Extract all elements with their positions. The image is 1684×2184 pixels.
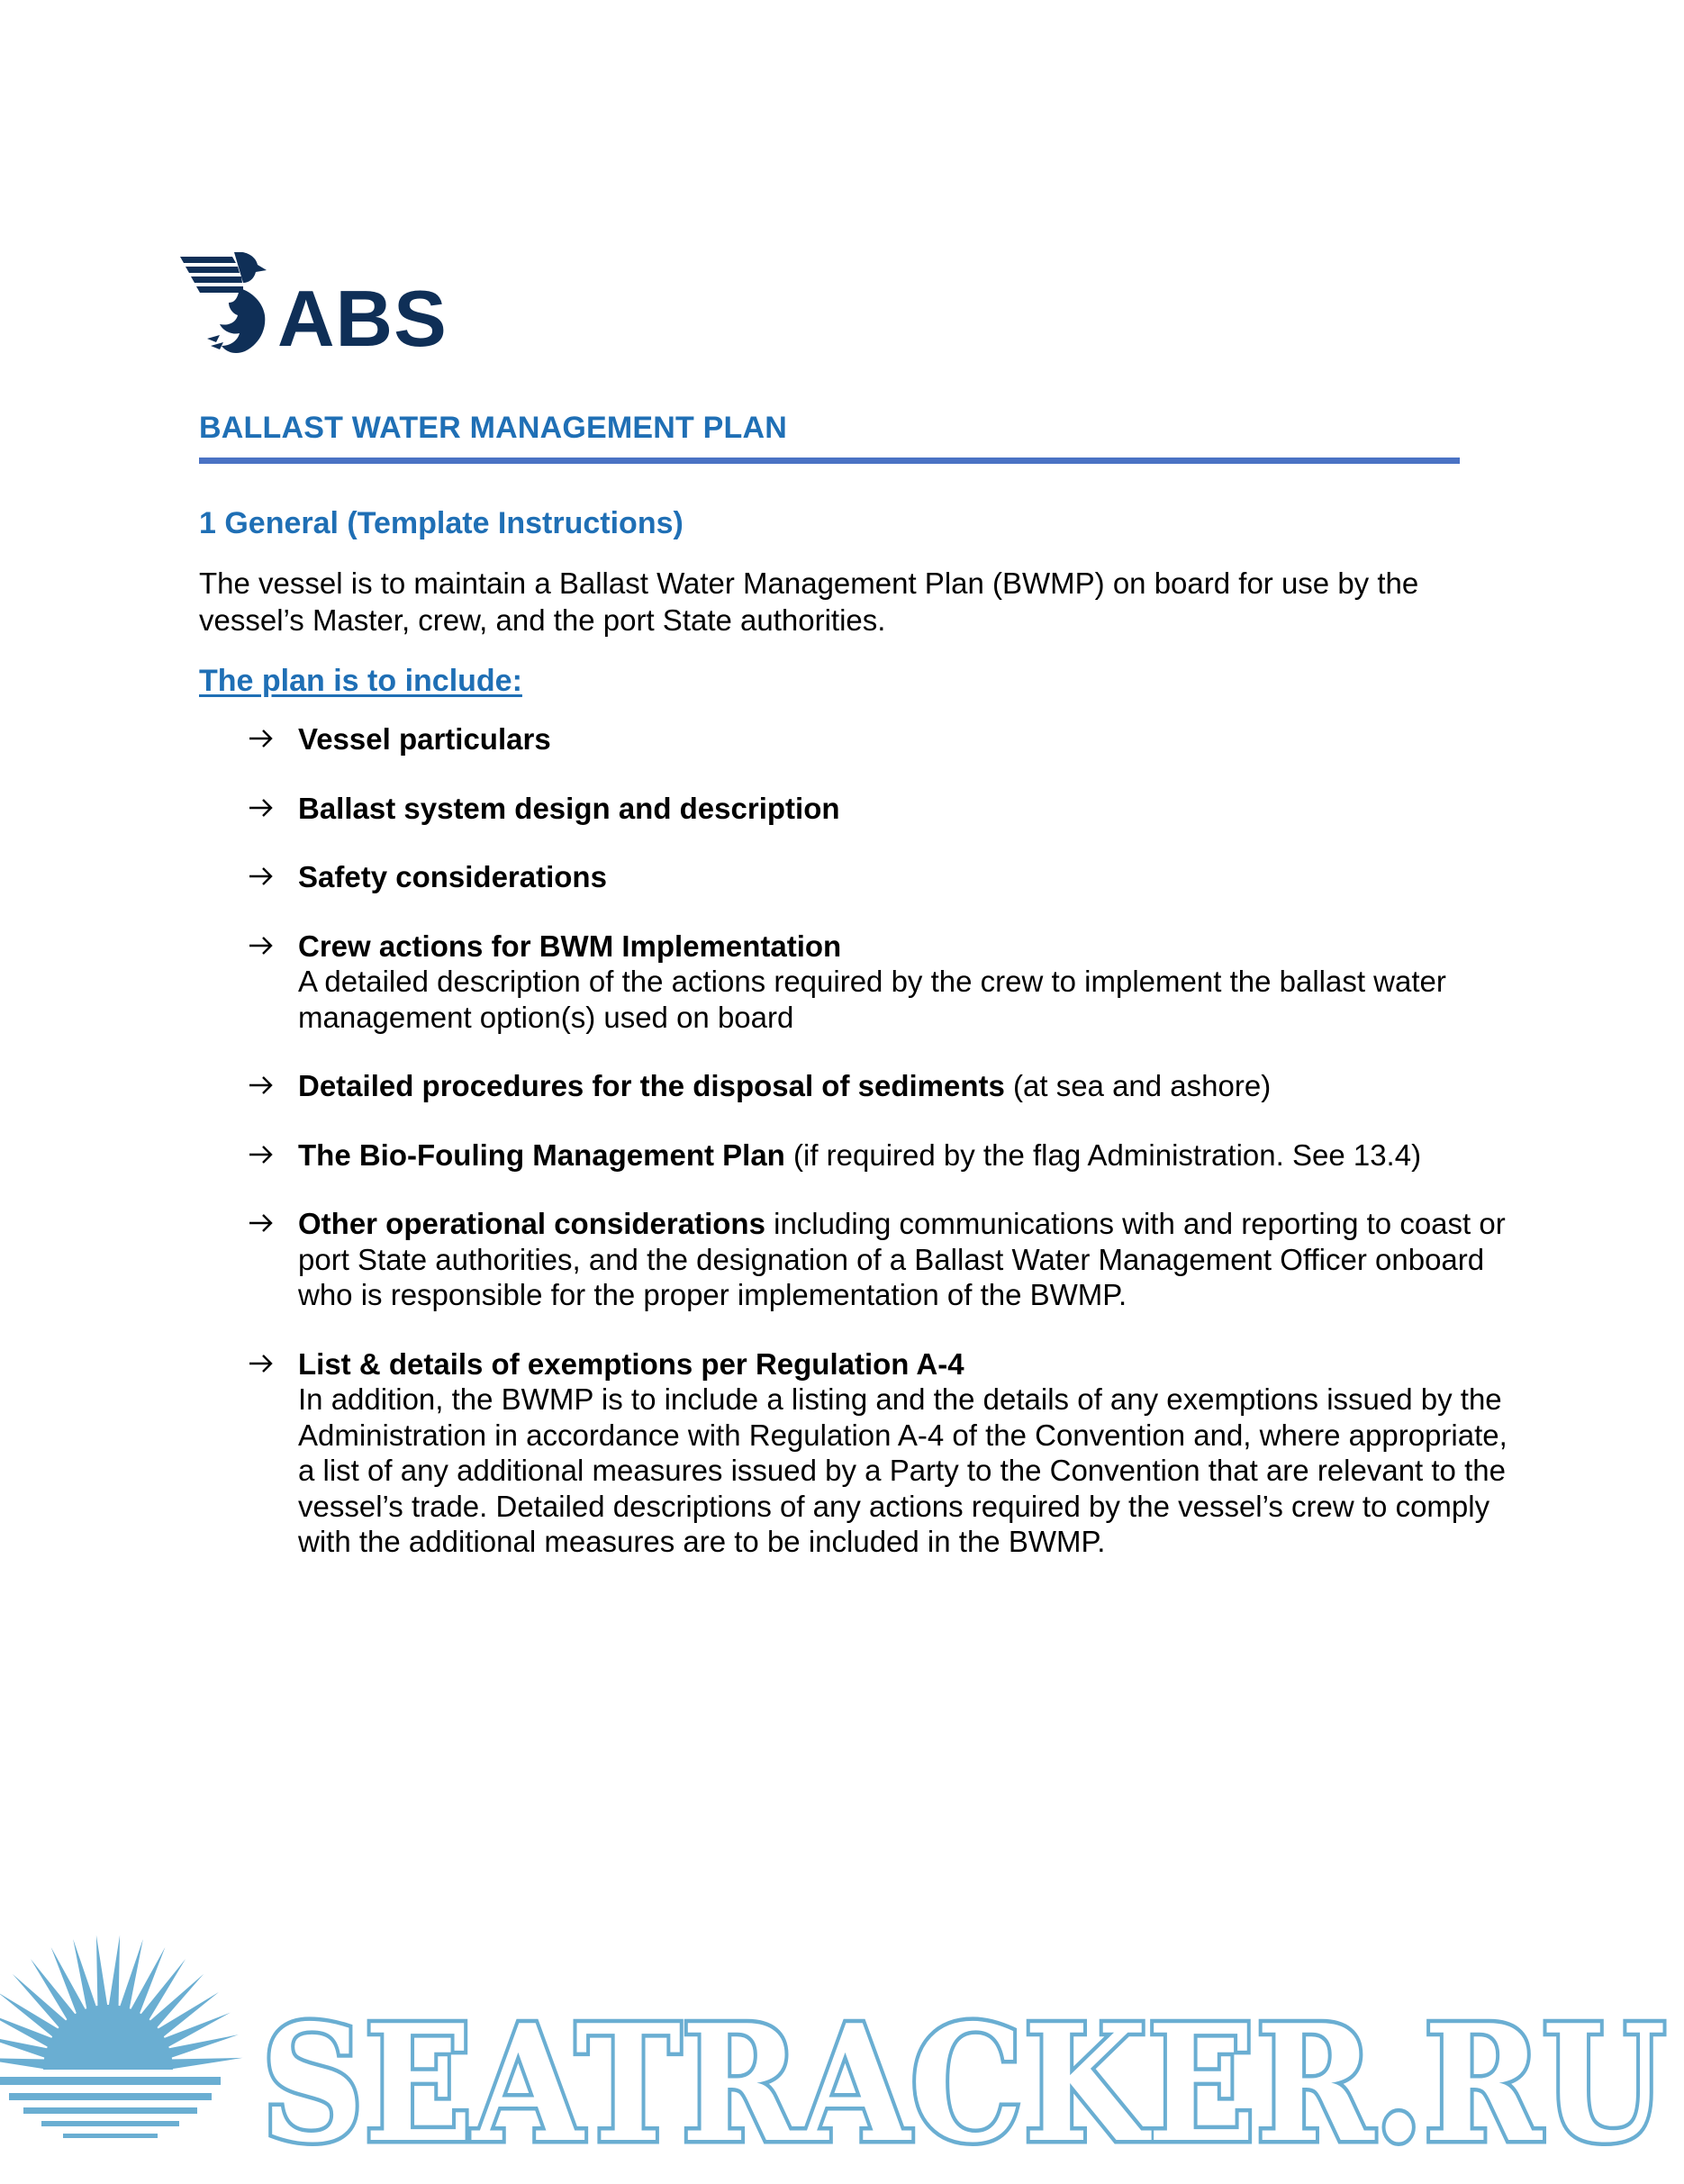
list-item: [199, 1137, 1532, 1174]
list-item: [199, 791, 1532, 827]
watermark: [0, 1927, 1684, 2179]
item-title: Other operational considerations: [298, 1207, 765, 1240]
arrow-right-icon: [246, 793, 276, 823]
item-inline: (at sea and ashore): [1004, 1069, 1272, 1102]
list-item: [199, 859, 1532, 895]
intro-paragraph: The vessel is to maintain a Ballast Water Management Plan (BWMP) on board for use by the vessel’s Master, crew, and the port State authorities.: [199, 566, 1419, 637]
arrow-right-icon: [246, 930, 276, 961]
sun-icon: [0, 1935, 242, 2138]
list-item: [199, 1068, 1532, 1104]
sun-ray: [131, 1947, 166, 2015]
item-inline: (if required by the flag Administration. See 13.4): [784, 1137, 1422, 1172]
item-description: A detailed description of the actions required by the crew to implement the ballast water management option(s) used on board: [298, 965, 1446, 1034]
sun-ray: [0, 2058, 46, 2069]
title-divider: [199, 458, 1460, 464]
arrow-right-icon: [246, 1070, 276, 1101]
plan-items-list: [199, 721, 1532, 1593]
item-inline: including communications with and reporting to coast or port State authorities, and the designation of a Ballast Water Management Officer onboard who is responsible for the proper implementation of the BWMP.: [298, 1207, 1506, 1311]
item-description: In addition, the BWMP is to include a listing and the details of any exemptions issued by the Administration in accordance with Regulation A-4 of the Convention and, where appropriate, a list of any additional measures issued by a Party to the Convention that are relevant to the vessel’s trade. Detailed descriptions of any actions required by the vessel’s crew to comply with the additional measures are to be included in the BWMP.: [298, 1382, 1507, 1558]
logo-text: ABS: [277, 274, 448, 360]
watermark-text: SEATRACKER.RU: [261, 1989, 1666, 2178]
item-title: Safety considerations: [298, 860, 607, 893]
arrow-right-icon: [246, 861, 276, 892]
sun-ray: [109, 1935, 120, 2007]
plan-includes-heading: The plan is to include:: [199, 664, 522, 698]
sun-ray: [51, 1947, 86, 2015]
arrow-right-icon: [246, 723, 276, 754]
item-title: List & details of exemptions per Regulation A-4: [298, 1346, 964, 1381]
sun-ray: [96, 1935, 107, 2007]
list-item: [199, 1206, 1532, 1313]
arrow-right-icon: [246, 1139, 276, 1170]
item-title: Crew actions for BWM Implementation: [298, 929, 842, 963]
abs-logo: [180, 252, 459, 360]
list-item: [199, 721, 1532, 757]
sun-ray: [170, 2058, 242, 2069]
section-heading: 1 General (Template Instructions): [199, 506, 684, 540]
eagle-icon: [180, 252, 267, 353]
list-item: [199, 1346, 1532, 1560]
item-title: The Bio-Fouling Management Plan: [298, 1137, 785, 1172]
page-title: BALLAST WATER MANAGEMENT PLAN: [199, 411, 788, 445]
sun-ray: [163, 2013, 231, 2048]
list-item: [199, 929, 1532, 1036]
arrow-right-icon: [246, 1208, 276, 1238]
item-title: Ballast system design and description: [298, 791, 840, 825]
item-title: Detailed procedures for the disposal of sediments: [298, 1069, 1005, 1102]
arrow-right-icon: [246, 1348, 276, 1379]
item-title: Vessel particulars: [298, 722, 551, 756]
